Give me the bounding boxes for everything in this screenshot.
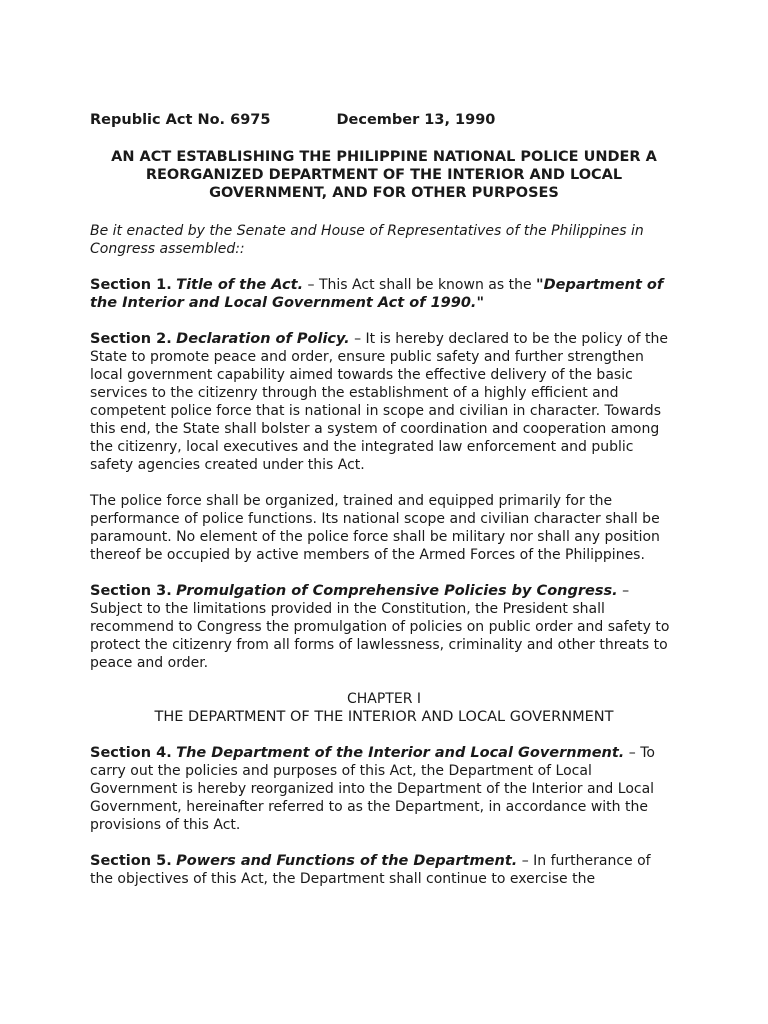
section-number: Section 5. bbox=[90, 853, 172, 869]
section-body: – Subject to the limitations provided in the Constitution, the President shall recommend to Congress the promulgation of policies on public order and safety to protect the citizenry from all forms of lawlessness, criminality and other threats to peace and order. bbox=[90, 583, 670, 671]
section-title: Title of the Act. bbox=[176, 277, 304, 293]
act-header bbox=[90, 111, 678, 129]
section-2-paragraph-2: The police force shall be organized, trained and equipped primarily for the performance of police functions. Its national scope and civilian character shall be paramount. No element of the police force shall be military nor shall any position thereof be occupied by active members of the Armed Forces of the Philippines. bbox=[90, 493, 660, 563]
section-2 bbox=[90, 330, 678, 474]
section-body: – To carry out the policies and purposes of this Act, the Department of Local Government is hereby reorganized into the Department of the Interior and Local Government, hereinafter referred to as the Department, in accordance with the provisions of this Act. bbox=[90, 745, 655, 833]
section-5 bbox=[90, 852, 678, 888]
act-number: Republic Act No. 6975 bbox=[90, 112, 271, 128]
section-body: – In furtherance of the objectives of this Act, the Department shall continue to exercise the bbox=[90, 853, 651, 887]
chapter-heading bbox=[90, 690, 678, 726]
section-title: Powers and Functions of the Department. bbox=[176, 853, 518, 869]
act-short-title: "Department of the Interior and Local Government Act of 1990." bbox=[90, 277, 664, 311]
section-body: – This Act shall be known as the bbox=[303, 277, 537, 293]
chapter-name: THE DEPARTMENT OF THE INTERIOR AND LOCAL GOVERNMENT bbox=[154, 709, 614, 725]
act-title: AN ACT ESTABLISHING THE PHILIPPINE NATIONAL POLICE UNDER A REORGANIZED DEPARTMENT OF THE INTERIOR AND LOCAL GOVERNMENT, AND FOR OTHER PURPOSES bbox=[111, 149, 657, 201]
section-body: – It is hereby declared to be the policy of the State to promote peace and order, ensure public safety and further strengthen local government capability aimed towards the effective delivery of the basic services to the citizenry through the establishment of a highly efficient and competent police force that is national in scope and civilian in character. Towards this end, the State shall bolster a system of coordination and cooperation among the citizenry, local executives and the integrated law enforcement and public safety agencies created under this Act. bbox=[90, 331, 668, 473]
chapter-label: CHAPTER I bbox=[346, 691, 422, 707]
section-number: Section 2. bbox=[90, 331, 172, 347]
section-title: The Department of the Interior and Local Government. bbox=[176, 745, 625, 761]
enacting-clause: Be it enacted by the Senate and House of Representatives of the Philippines in Congress assembled:: bbox=[90, 223, 644, 257]
section-4 bbox=[90, 744, 678, 834]
section-1 bbox=[90, 276, 678, 312]
section-title: Declaration of Policy. bbox=[176, 331, 350, 347]
section-title: Promulgation of Comprehensive Policies by Congress. bbox=[176, 583, 618, 599]
section-3 bbox=[90, 582, 678, 672]
section-number: Section 3. bbox=[90, 583, 172, 599]
section-number: Section 4. bbox=[90, 745, 172, 761]
section-number: Section 1. bbox=[90, 277, 172, 293]
act-date: December 13, 1990 bbox=[336, 112, 496, 128]
